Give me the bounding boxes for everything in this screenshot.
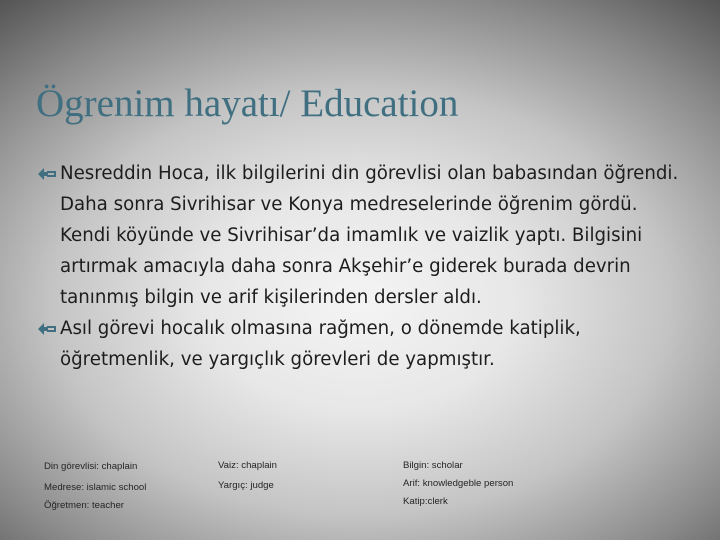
bullet-item-2 — [36, 313, 686, 375]
glossary-item: Din görevlisi: chaplain — [44, 461, 138, 472]
glossary-item: Öğretmen: teacher — [44, 500, 124, 511]
diamond-arrow-bullet-icon — [37, 322, 57, 336]
bullet-item-1 — [36, 158, 686, 313]
glossary-item: Vaiz: chaplain — [218, 460, 278, 471]
slide-body — [36, 158, 686, 375]
glossary-item: Bilgin: scholar — [403, 460, 463, 471]
bullet-text-2: Asıl görevi hocalık olmasına rağmen, o dönemde katiplik, öğretmenlik, ve yargıçlık görevleri de yapmıştır. — [60, 318, 581, 370]
slide-title: Ögrenim hayatı/ Education — [36, 82, 459, 125]
glossary-item: Arif: knowledgeble person — [403, 478, 514, 489]
diamond-arrow-bullet-icon — [37, 167, 57, 181]
glossary-item: Katip:clerk — [403, 496, 448, 507]
glossary-item: Yargıç: judge — [218, 480, 274, 491]
bullet-text-1: Nesreddin Hoca, ilk bilgilerini din görevlisi olan babasından öğrendi. Daha sonra Sivrihisar ve Konya medreselerinde öğrenim gördü. Kendi köyünde ve Sivrihisar’da imamlık ve vaizlik yaptı. Bilgisini artırmak amacıyla daha sonra Akşehir’e giderek burada devrin tanınmış bilgin ve arif kişilerinden dersler aldı. — [60, 163, 679, 308]
glossary-item: Medrese: islamic school — [44, 482, 147, 493]
